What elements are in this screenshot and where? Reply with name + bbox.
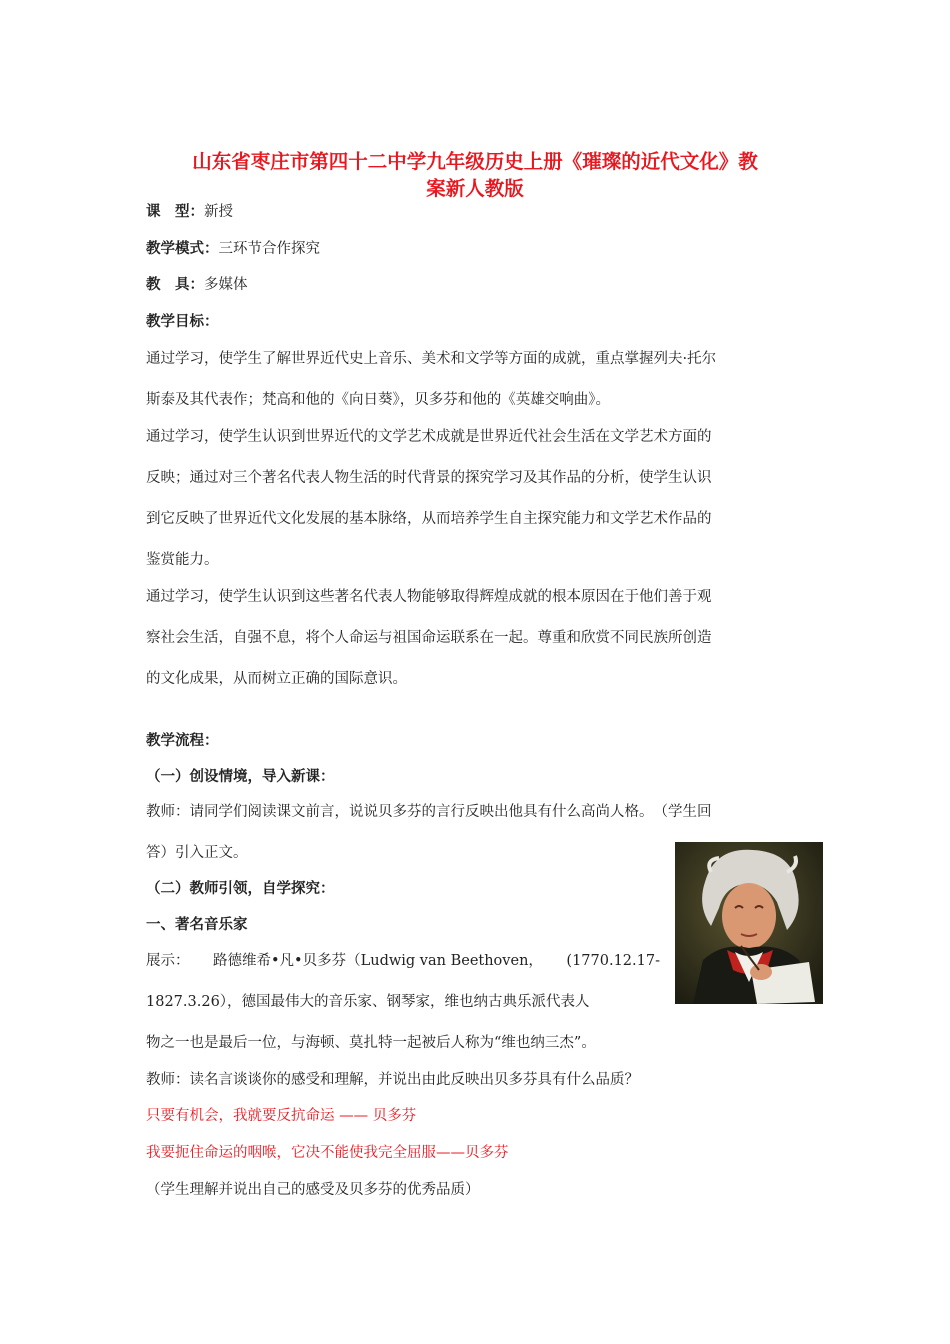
flow-heading: 教学流程： <box>146 732 219 749</box>
quote-1: 只要有机会，我就要反抗命运 —— 贝多芬 <box>146 1108 417 1124</box>
teaching-mode <box>146 239 320 259</box>
step-1-text-line-1: 教师：请同学们阅读课文前言，说说贝多芬的言行反映出他具有什么高尚人格。 （学生回 <box>146 804 712 820</box>
flow-step-2: （二）教师引领，自学探究： <box>146 880 335 897</box>
flow-step-1: （一）创设情境，导入新课： <box>146 768 335 785</box>
beethoven-birth: (1770.12.17- <box>566 953 660 969</box>
teaching-mode-label: 教学模式： <box>146 240 219 257</box>
goal-1-line-2: 斯泰及其代表作；梵高和他的《向日葵》，贝多芬和他的《英雄交响曲》。 <box>146 392 610 408</box>
beethoven-intro-line-1 <box>146 951 660 971</box>
beethoven-portrait-image <box>675 842 823 1004</box>
section-musicians: 一、著名音乐家 <box>146 916 248 933</box>
beethoven-intro-line-3: 物之一也是最后一位，与海顿、莫扎特一起被后人称为“维也纳三杰”。 <box>146 1035 596 1051</box>
goal-1-line-1: 通过学习，使学生了解世界近代史上音乐、美术和文学等方面的成就，重点掌握列夫·托尔 <box>146 351 717 367</box>
student-note: （学生理解并说出自己的感受及贝多芬的优秀品质） <box>146 1182 480 1198</box>
goal-2-line-2: 反映；通过对三个著名代表人物生活的时代背景的探究学习及其作品的分析，使学生认识 <box>146 470 712 486</box>
goal-3-line-1: 通过学习，使学生认识到这些著名代表人物能够取得辉煌成就的根本原因在于他们善于观 <box>146 589 712 605</box>
show-label: 展示： <box>146 953 190 969</box>
document-title <box>140 148 810 202</box>
lesson-type <box>146 202 233 222</box>
teaching-tools-value: 多媒体 <box>204 277 248 293</box>
lesson-type-label: 课 型： <box>146 203 204 220</box>
teaching-mode-value: 三环节合作探究 <box>218 241 320 257</box>
title-line-1: 山东省枣庄市第四十二中学九年级历史上册《璀璨的近代文化》教 <box>192 150 758 173</box>
goal-2-line-4: 鉴赏能力。 <box>146 552 219 568</box>
beethoven-intro-line-2: 1827.3.26），德国最伟大的音乐家、钢琴家，维也纳古典乐派代表人 <box>146 994 590 1010</box>
step-1-text-line-2: 答）引入正文。 <box>146 845 248 861</box>
teaching-tools-label: 教 具： <box>146 276 204 293</box>
goals-heading: 教学目标： <box>146 313 219 330</box>
quote-2: 我要扼住命运的咽喉，它决不能使我完全屈服——贝多芬 <box>146 1145 509 1161</box>
teaching-tools <box>146 275 248 295</box>
lesson-type-value: 新授 <box>204 204 233 220</box>
goal-3-line-3: 的文化成果，从而树立正确的国际意识。 <box>146 671 407 687</box>
goal-2-line-1: 通过学习，使学生认识到世界近代的文学艺术成就是世界近代社会生活在文学艺术方面的 <box>146 429 712 445</box>
title-line-2: 案新人教版 <box>426 177 524 200</box>
beethoven-name: 路德维希•凡•贝多芬（Ludwig van Beethoven， <box>213 953 543 969</box>
goal-2-line-3: 到它反映了世界近代文化发展的基本脉络，从而培养学生自主探究能力和文学艺术作品的 <box>146 511 712 527</box>
portrait-drawing <box>675 842 823 1004</box>
goal-3-line-2: 察社会生活，自强不息，将个人命运与祖国命运联系在一起。尊重和欣赏不同民族所创造 <box>146 630 712 646</box>
teacher-question: 教师：读名言谈谈你的感受和理解，并说出由此反映出贝多芬具有什么品质？ <box>146 1072 639 1088</box>
